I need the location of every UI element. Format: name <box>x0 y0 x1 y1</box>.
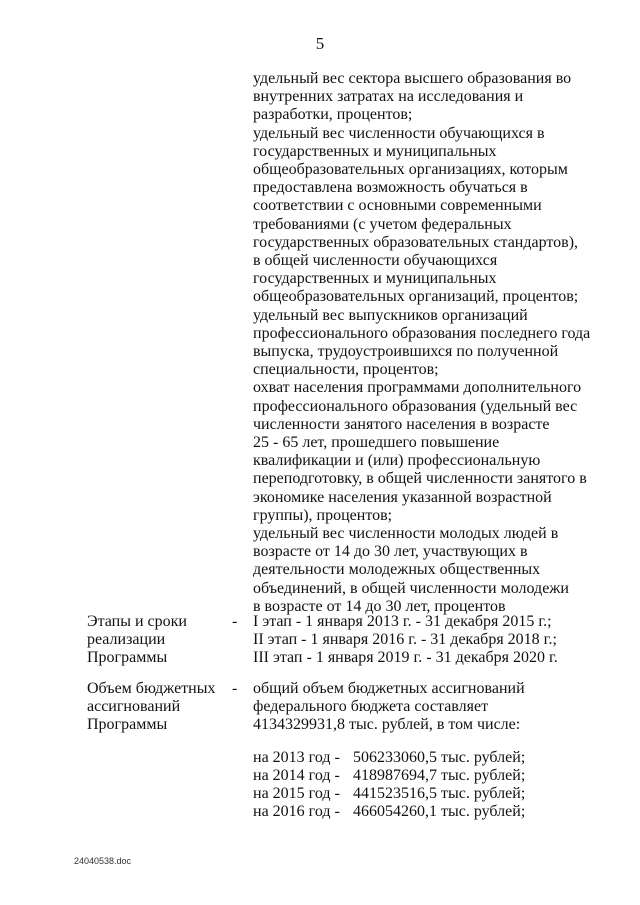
indicator-line: выпуска, трудоустроившихся по полученной <box>253 343 559 361</box>
indicator-line: внутренних затратах на исследования и <box>253 88 524 106</box>
indicator-line: государственных и муниципальных <box>253 270 497 288</box>
budget-year: на 2014 год - <box>253 766 340 784</box>
indicator-line: профессионального образования последнего года <box>253 324 591 342</box>
budget-label-line: Объем бюджетных <box>87 680 216 697</box>
stages-content <box>253 613 593 668</box>
indicator-list <box>253 70 593 616</box>
indicator-line: экономике населения указанной возрастной <box>253 488 552 506</box>
stages-label-line: реализации <box>87 631 166 649</box>
budget-row <box>253 767 593 785</box>
budget-amount: 466054260,1 тыс. рублей; <box>353 803 526 821</box>
budget-text-line: 4134329931,8 тыс. рублей, в том числе: <box>253 716 521 734</box>
budget-dash: - <box>232 680 238 697</box>
budget-text-line: федерального бюджета составляет <box>253 698 489 716</box>
indicator-line: численности занятого населения в возрасте <box>253 415 550 433</box>
indicator-line: удельный вес выпускников организаций <box>253 306 528 324</box>
budget-label-line: ассигнований <box>87 698 181 716</box>
indicator-line: охват населения программами дополнительного <box>253 379 582 397</box>
indicator-line: общеобразовательных организациях, которым <box>253 161 568 179</box>
stage-line: II этап - 1 января 2016 г. - 31 декабря 2018 г.; <box>253 631 557 649</box>
indicator-line: возрасте от 14 до 30 лет, участвующих в <box>253 543 528 561</box>
budget-content <box>253 680 593 821</box>
indicator-line: удельный вес численности обучающихся в <box>253 124 545 142</box>
budget-text-line: общий объем бюджетных ассигнований <box>253 680 525 697</box>
budget-year: на 2016 год - <box>253 803 340 821</box>
budget-row <box>253 803 593 821</box>
indicator-line: группы), процентов; <box>253 506 393 524</box>
indicator-line: переподготовку, в общей численности занятого в <box>253 470 587 488</box>
indicator-line: профессионального образования (удельный вес <box>253 397 578 415</box>
budget-row <box>253 749 593 767</box>
stages-label-line: Этапы и сроки <box>87 613 187 630</box>
stages-dash: - <box>232 613 238 630</box>
indicator-line: деятельности молодежных общественных <box>253 561 541 579</box>
budget-label-line: Программы <box>87 716 168 734</box>
budget-year: на 2013 год - <box>253 748 340 766</box>
indicator-line: в общей численности обучающихся <box>253 252 498 270</box>
indicator-line: квалификации и (или) профессиональную <box>253 452 541 470</box>
indicator-line: соответствии с основными современными <box>253 197 542 215</box>
indicator-line: специальности, процентов; <box>253 361 439 379</box>
budget-amount: 506233060,5 тыс. рублей; <box>353 748 526 766</box>
indicator-line: государственных и муниципальных <box>253 142 497 160</box>
budget-year: на 2015 год - <box>253 784 340 802</box>
indicator-line: разработки, процентов; <box>253 106 413 124</box>
indicator-line: удельный вес численности молодых людей в <box>253 525 559 543</box>
stage-line: I этап - 1 января 2013 г. - 31 декабря 2015 г.; <box>253 613 552 630</box>
indicator-line: 25 - 65 лет, прошедшего повышение <box>253 434 500 452</box>
indicator-line: требованиями (с учетом федеральных <box>253 215 512 233</box>
budget-row <box>253 785 593 803</box>
indicator-line: удельный вес сектора высшего образования во <box>253 70 572 87</box>
indicator-line: предоставлена возможность обучаться в <box>253 179 528 197</box>
budget-amount: 418987694,7 тыс. рублей; <box>353 766 526 784</box>
indicator-line: в возрасте от 14 до 30 лет, процентов <box>253 597 506 615</box>
page-number: 5 <box>315 34 325 53</box>
indicator-line: объединений, в общей численности молодежи <box>253 579 569 597</box>
stages-label <box>87 613 227 668</box>
budget-amount: 441523516,5 тыс. рублей; <box>353 784 526 802</box>
stages-label-line: Программы <box>87 649 168 667</box>
indicator-line: общеобразовательных организаций, процентов; <box>253 288 579 306</box>
document-filename: 24040538.doc <box>74 856 132 866</box>
budget-label <box>87 680 227 735</box>
indicator-line: государственных образовательных стандартов), <box>253 233 579 251</box>
stage-line: III этап - 1 января 2019 г. - 31 декабря 2020 г. <box>253 649 558 667</box>
